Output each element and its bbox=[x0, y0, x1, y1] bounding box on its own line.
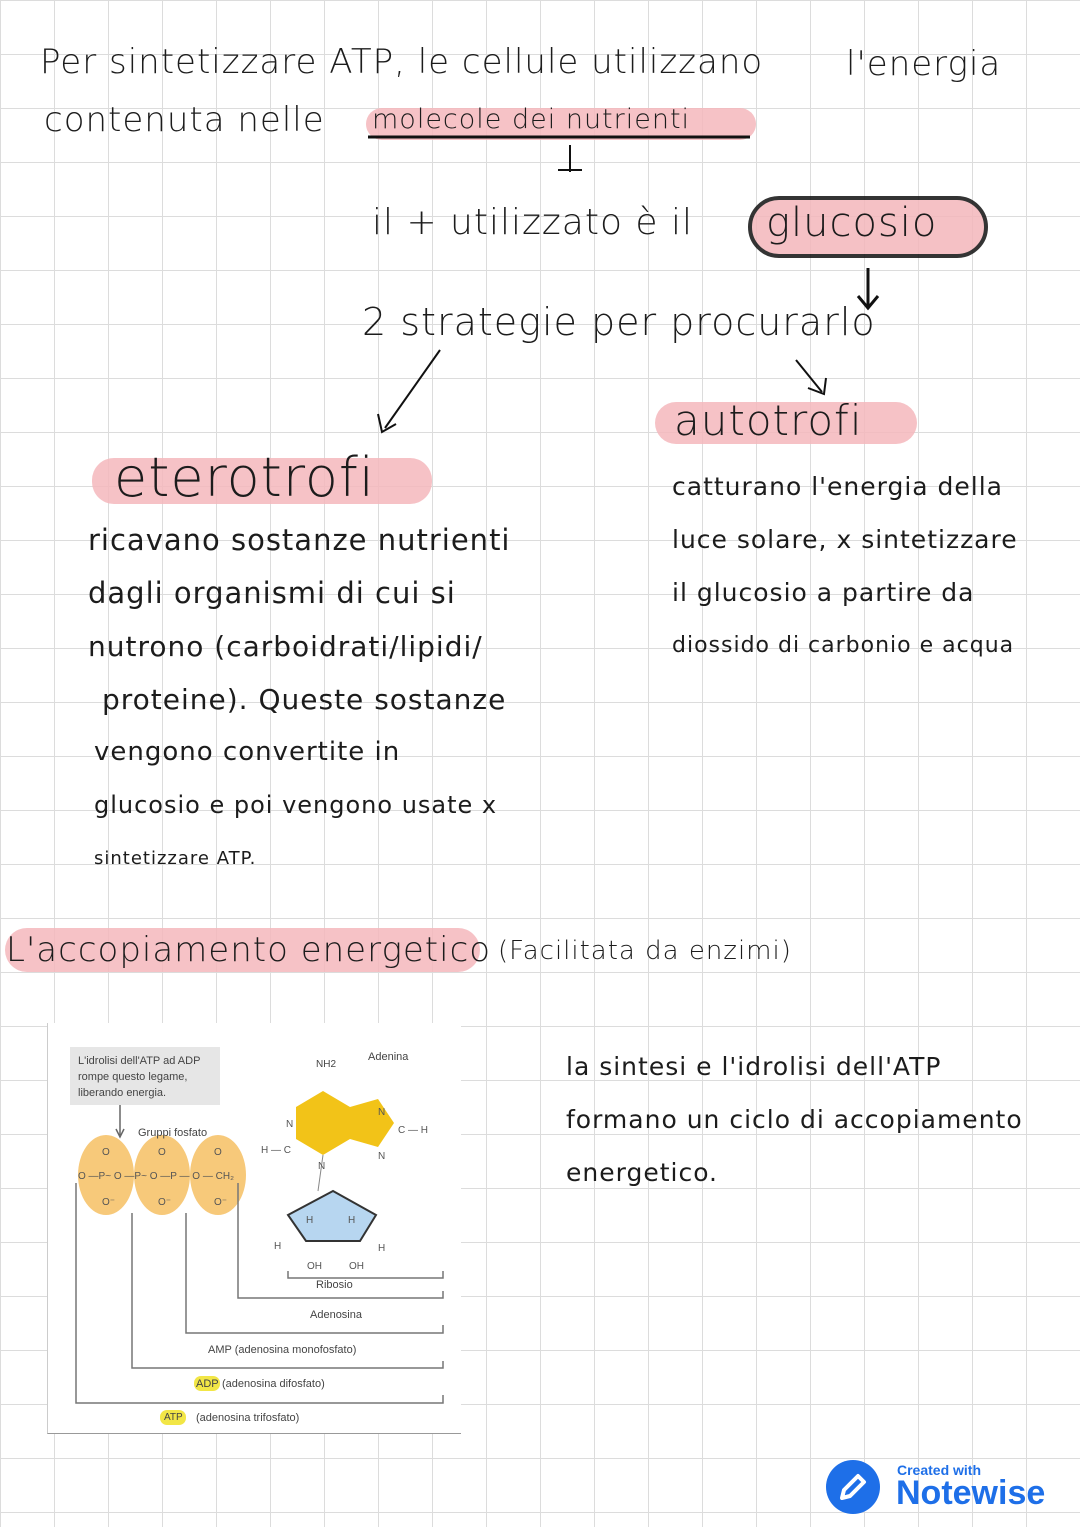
callout-line: liberando energia. bbox=[78, 1087, 167, 1099]
autotrophs-title: autotrofi bbox=[674, 396, 863, 445]
heterotrophs-line: nutrono (carboidrati/lipidi/ bbox=[88, 630, 483, 663]
pencil-icon bbox=[826, 1460, 880, 1514]
intro-line2-b: molecole dei nutrienti bbox=[372, 104, 691, 135]
svg-text:H: H bbox=[378, 1243, 386, 1254]
svg-text:H: H bbox=[306, 1215, 314, 1226]
adenine-ring bbox=[350, 1099, 394, 1147]
phosphate-groups-label: Gruppi fosfato bbox=[138, 1127, 208, 1139]
cycle-note-line: energetico. bbox=[566, 1158, 718, 1187]
coupling-note: (Facilitata da enzimi) bbox=[498, 936, 792, 966]
heterotrophs-title: eterotrofi bbox=[114, 446, 375, 509]
cycle-note-line: formano un ciclo di accopiamento bbox=[566, 1105, 1023, 1134]
heterotrophs-line: dagli organismi di cui si bbox=[88, 576, 456, 610]
glucose-word: glucosio bbox=[766, 200, 938, 246]
strategies-title: 2 strategie per procurarlo bbox=[362, 300, 876, 344]
svg-text:O: O bbox=[158, 1147, 166, 1158]
cycle-note bbox=[566, 1040, 1023, 1199]
svg-text:N: N bbox=[378, 1151, 386, 1162]
arrow-down-1 bbox=[558, 145, 582, 172]
heterotrophs-description bbox=[88, 514, 511, 885]
svg-text:O: O bbox=[102, 1147, 110, 1158]
intro-line2-a: contenuta nelle bbox=[44, 100, 325, 140]
autotrophs-line: diossido di carbonio e acqua bbox=[672, 633, 1015, 658]
svg-text:H: H bbox=[348, 1215, 356, 1226]
svg-text:N: N bbox=[286, 1119, 294, 1130]
atp-abbr: ATP bbox=[164, 1412, 183, 1423]
callout-line: L'idrolisi dell'ATP ad ADP bbox=[78, 1055, 201, 1067]
coupling-title: L'accopiamento energetico bbox=[6, 930, 492, 970]
svg-text:H — C: H — C bbox=[261, 1145, 291, 1156]
arrow-right bbox=[796, 360, 826, 394]
adp-abbr: ADP bbox=[196, 1378, 219, 1390]
svg-text:H: H bbox=[274, 1241, 282, 1252]
svg-text:N: N bbox=[318, 1161, 326, 1172]
svg-text:O —P~ O —P~ O —P — O — CH₂: O —P~ O —P~ O —P — O — CH₂ bbox=[78, 1171, 234, 1182]
autotrophs-description bbox=[672, 460, 1018, 672]
ribose-label: Ribosio bbox=[316, 1279, 353, 1291]
adp-full: (adenosina difosfato) bbox=[222, 1378, 325, 1390]
heterotrophs-line: glucosio e poi vengono usate x bbox=[94, 791, 498, 819]
autotrophs-line: il glucosio a partire da bbox=[672, 578, 975, 607]
svg-text:C — H: C — H bbox=[398, 1125, 428, 1136]
svg-text:N: N bbox=[378, 1107, 386, 1118]
svg-text:O⁻: O⁻ bbox=[102, 1197, 116, 1208]
amp-label: AMP (adenosina monofosfato) bbox=[208, 1344, 357, 1356]
callout-line: rompe questo legame, bbox=[78, 1071, 188, 1083]
nh2-label: NH2 bbox=[316, 1059, 337, 1070]
intro-line1-a: Per sintetizzare ATP, le cellule utilizzano bbox=[40, 42, 764, 82]
svg-text:OH: OH bbox=[349, 1261, 364, 1272]
heterotrophs-line: proteine). Queste sostanze bbox=[102, 683, 507, 716]
heterotrophs-line: vengono convertite in bbox=[94, 737, 401, 767]
heterotrophs-line: ricavano sostanze nutrienti bbox=[88, 523, 511, 557]
atp-structure-figure bbox=[47, 1023, 461, 1434]
svg-text:O⁻: O⁻ bbox=[214, 1197, 228, 1208]
badge-brand-name: Notewise bbox=[896, 1474, 1046, 1512]
svg-text:O⁻: O⁻ bbox=[158, 1197, 172, 1208]
adenine-label: Adenina bbox=[368, 1051, 409, 1063]
cycle-note-line: la sintesi e l'idrolisi dell'ATP bbox=[566, 1052, 942, 1081]
adenosine-label: Adenosina bbox=[310, 1309, 362, 1321]
badge-created-text: Created with bbox=[897, 1462, 982, 1478]
ribose-ring bbox=[288, 1191, 376, 1241]
autotrophs-line: catturano l'energia della bbox=[672, 472, 1004, 501]
notewise-logo bbox=[826, 1460, 880, 1514]
atp-full: (adenosina trifosfato) bbox=[196, 1412, 300, 1424]
arrow-left bbox=[378, 350, 440, 432]
intro-line1-b: l'energia bbox=[846, 44, 1002, 84]
svg-text:OH: OH bbox=[307, 1261, 322, 1272]
atp-molecule-diagram bbox=[48, 1023, 461, 1433]
adenine-ring bbox=[296, 1091, 350, 1155]
autotrophs-line: luce solare, x sintetizzare bbox=[672, 525, 1018, 554]
glucose-line-prefix: il + utilizzato è il bbox=[372, 202, 694, 243]
svg-text:O: O bbox=[214, 1147, 222, 1158]
heterotrophs-line: sintetizzare ATP. bbox=[94, 848, 257, 869]
